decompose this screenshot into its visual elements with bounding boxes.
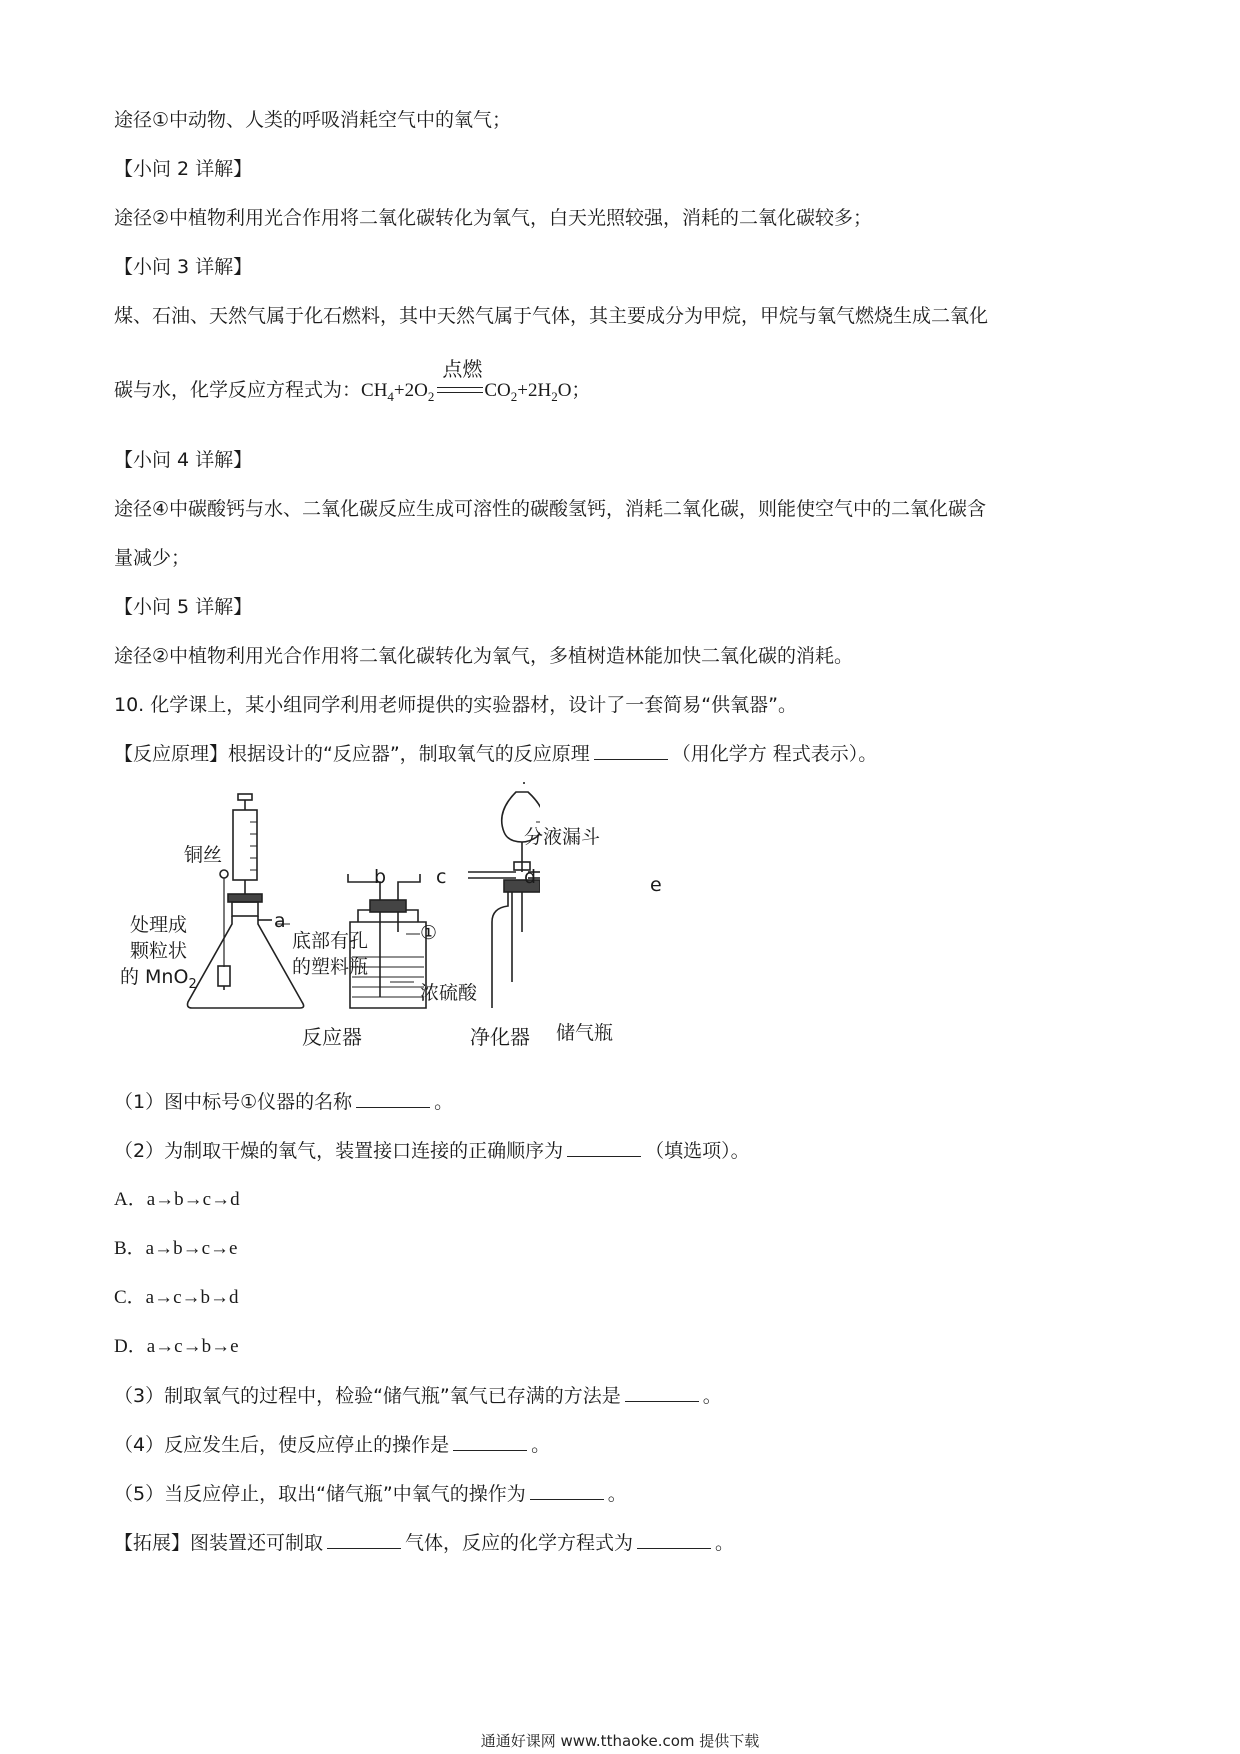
answer-blank <box>453 1433 527 1451</box>
question-10-stem: 10. 化学课上，某小组同学利用老师提供的实验器材，设计了一套简易“供氧器”。 <box>114 694 797 716</box>
figure-labels <box>120 782 680 1054</box>
port-e-label: e <box>650 874 662 896</box>
subquestion-heading: 【小问 2 详解】 <box>114 158 253 180</box>
reaction-condition: 点燃 <box>442 358 483 381</box>
extension-question: 【拓展】图装置还可制取 气体，反应的化学方程式为 。 <box>114 1532 735 1554</box>
text-line: 煤、石油、天然气属于化石燃料，其中天然气属于气体，其主要成分为甲烷，甲烷与氧气燃烧生成二氧化 <box>114 305 989 327</box>
funnel-label: 分液漏斗 <box>524 826 601 848</box>
option-c: C．a→c→b→d <box>114 1287 239 1308</box>
subquestion-heading: 【小问 3 详解】 <box>114 256 253 278</box>
subquestion-heading: 【小问 5 详解】 <box>114 596 253 618</box>
acid-label: 浓硫酸 <box>420 982 478 1004</box>
copper-wire-label: 铜丝 <box>184 844 223 866</box>
storage-bottle-label: 储气瓶 <box>556 1022 614 1044</box>
answer-blank <box>625 1384 699 1402</box>
text-line: 途径②中植物利用光合作用将二氧化碳转化为氧气，白天光照较强，消耗的二氧化碳较多； <box>114 207 873 229</box>
marker-1-label: ① <box>420 922 438 944</box>
text-line: 量减少； <box>114 547 191 569</box>
answer-blank <box>530 1482 604 1500</box>
answer-blank <box>327 1531 401 1549</box>
subquestion-2: （2）为制取干燥的氧气，装置接口连接的正确顺序为 （填选项）。 <box>114 1140 750 1162</box>
answer-blank <box>356 1090 430 1108</box>
port-d-label: d <box>524 866 537 888</box>
answer-blank <box>567 1139 641 1157</box>
mno2-label-line3: 的 MnO$_2$ <box>120 966 197 992</box>
mno2-label-line2: 颗粒状 <box>130 940 188 962</box>
subquestion-4: （4）反应发生后，使反应停止的操作是 。 <box>114 1434 551 1456</box>
text-line: 途径①中动物、人类的呼吸消耗空气中的氧气； <box>114 109 512 131</box>
subquestion-5: （5）当反应停止，取出“储气瓶”中氧气的操作为 。 <box>114 1483 627 1505</box>
subquestion-3: （3）制取氧气的过程中，检验“储气瓶”氧气已存满的方法是 。 <box>114 1385 722 1407</box>
bottle-label-line2: 的塑料瓶 <box>292 956 369 978</box>
reactor-label: 反应器 <box>302 1025 362 1049</box>
chemical-equation: $CH_4+2O_2$ 点燃 $CO_2+2H_2O$； <box>361 380 590 401</box>
mno2-label-line1: 处理成 <box>130 914 188 936</box>
subquestion-1: （1）图中标号①仪器的名称 。 <box>114 1091 454 1113</box>
option-a: A．a→b→c→d <box>114 1189 240 1210</box>
text-line: 途径②中植物利用光合作用将二氧化碳转化为氧气，多植树造林能加快二氧化碳的消耗。 <box>114 645 854 667</box>
port-c-label: c <box>436 866 447 888</box>
equation-line <box>114 358 591 409</box>
text-fragment: 碳与水，化学反应方程式为： <box>114 379 362 401</box>
subquestion-heading: 【小问 4 详解】 <box>114 449 253 471</box>
text-line: 途径④中碳酸钙与水、二氧化碳反应生成可溶性的碳酸氢钙，消耗二氧化碳，则能使空气中的二氧化碳含 <box>114 498 987 520</box>
option-d: D．a→c→b→e <box>114 1336 239 1357</box>
reaction-condition-arrow <box>434 358 484 409</box>
option-b: B．a→b→c→e <box>114 1238 238 1259</box>
purifier-label: 净化器 <box>470 1025 530 1049</box>
bottle-label-line1: 底部有孔 <box>292 930 369 952</box>
page-footer: 通通好课网 www.tthaoke.com 提供下载 <box>480 1732 760 1750</box>
port-b-label: b <box>374 866 387 888</box>
reaction-principle: 【反应原理】根据设计的“反应器”，制取氧气的反应原理 （用化学方 程式表示）。 <box>114 743 878 765</box>
answer-blank <box>637 1531 711 1549</box>
answer-blank <box>594 742 668 760</box>
port-a-label: a <box>274 910 286 932</box>
